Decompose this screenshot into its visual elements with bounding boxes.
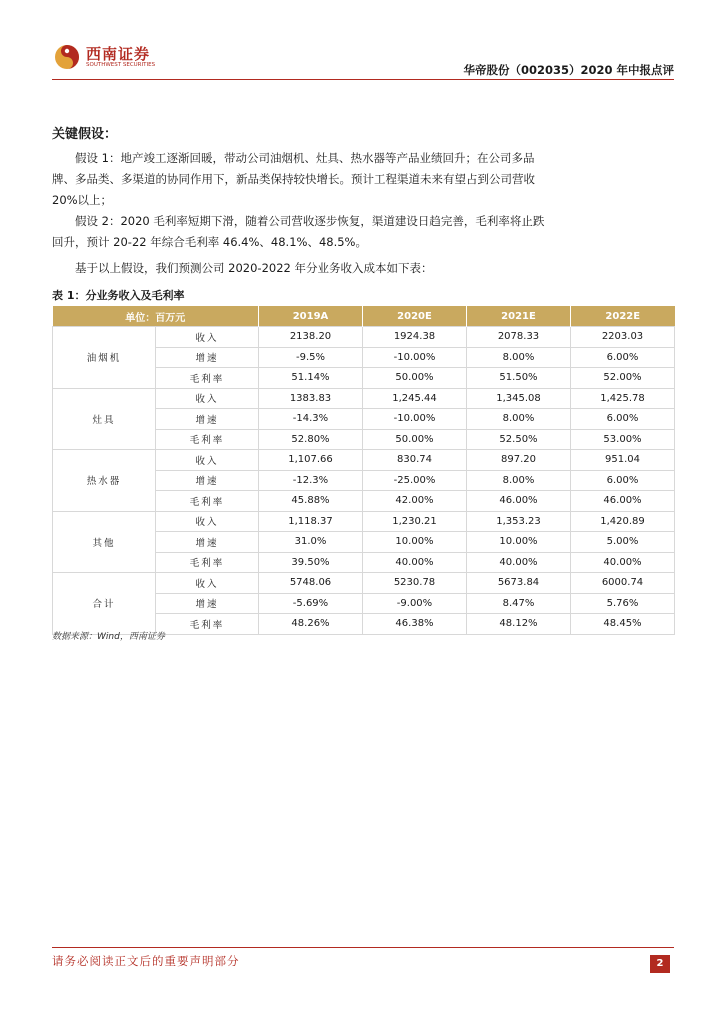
table-cell: 1,420.89: [571, 511, 675, 532]
table-cell: 46.38%: [363, 614, 467, 635]
table-cell: 31.0%: [259, 532, 363, 553]
table-cell: 8.00%: [467, 470, 571, 491]
table-cell: 830.74: [363, 450, 467, 471]
table-cell: 5673.84: [467, 573, 571, 594]
table-cell: 2078.33: [467, 327, 571, 348]
table-cell: 46.00%: [467, 491, 571, 512]
table-cell: -25.00%: [363, 470, 467, 491]
metric-label: 增速: [156, 532, 259, 553]
table-cell: -9.00%: [363, 593, 467, 614]
table-cell: 39.50%: [259, 552, 363, 573]
table-cell: 46.00%: [571, 491, 675, 512]
metric-label: 毛利率: [156, 552, 259, 573]
logo-text-cn: 西南证券: [86, 45, 151, 63]
year-header: 2019A: [259, 306, 363, 327]
table-cell: 53.00%: [571, 429, 675, 450]
segment-name: 灶具: [53, 388, 156, 450]
table-cell: -10.00%: [363, 409, 467, 430]
table-cell: 8.00%: [467, 409, 571, 430]
page-number: 2: [650, 955, 670, 973]
table-cell: 10.00%: [363, 532, 467, 553]
table-cell: 6000.74: [571, 573, 675, 594]
table-cell: -5.69%: [259, 593, 363, 614]
year-header: 2022E: [571, 306, 675, 327]
table-cell: 2203.03: [571, 327, 675, 348]
table-title: 表 1：分业务收入及毛利率: [52, 289, 185, 302]
table-cell: 8.47%: [467, 593, 571, 614]
table-cell: 1,353.23: [467, 511, 571, 532]
paragraph-forecast-intro: 基于以上假设，我们预测公司 2020-2022 年分业务收入成本如下表：: [75, 261, 433, 275]
metric-label: 增速: [156, 470, 259, 491]
table-row: [53, 327, 675, 348]
footer-divider: [52, 947, 674, 948]
table-cell: 6.00%: [571, 409, 675, 430]
table-cell: 2138.20: [259, 327, 363, 348]
metric-label: 毛利率: [156, 368, 259, 389]
table-cell: 52.50%: [467, 429, 571, 450]
table-cell: 50.00%: [363, 368, 467, 389]
table-cell: 951.04: [571, 450, 675, 471]
segment-name: 合计: [53, 573, 156, 635]
table-row: [53, 388, 675, 409]
logo-text-en: SOUTHWEST SECURITIES: [86, 62, 156, 68]
paragraph-assumption-2: 假设 2：2020 毛利率短期下滑，随着公司营收逐步恢复，渠道建设日趋完善，毛利率将止跌回升，预计 20-22 年综合毛利率 46.4%、48.1%、48.5%。: [52, 214, 545, 249]
table-cell: 1924.38: [363, 327, 467, 348]
table-row: [53, 511, 675, 532]
table-cell: -14.3%: [259, 409, 363, 430]
table-row: [53, 450, 675, 471]
metric-label: 收入: [156, 388, 259, 409]
table-cell: 1,107.66: [259, 450, 363, 471]
metric-label: 毛利率: [156, 429, 259, 450]
table-cell: 48.26%: [259, 614, 363, 635]
company-logo: [52, 40, 162, 74]
logo-mark-icon: [54, 44, 80, 70]
unit-header: 单位：百万元: [53, 306, 259, 327]
table-cell: 6.00%: [571, 470, 675, 491]
table-header-row: [53, 306, 675, 327]
table-cell: 52.80%: [259, 429, 363, 450]
table-cell: 1,118.37: [259, 511, 363, 532]
segment-name: 热水器: [53, 450, 156, 512]
page-header: [52, 40, 674, 80]
table-cell: 5230.78: [363, 573, 467, 594]
metric-label: 收入: [156, 450, 259, 471]
header-divider: [52, 79, 674, 80]
year-header: 2020E: [363, 306, 467, 327]
table-cell: 1,425.78: [571, 388, 675, 409]
metric-label: 收入: [156, 327, 259, 348]
table-cell: 5748.06: [259, 573, 363, 594]
table-cell: 1,345.08: [467, 388, 571, 409]
table-cell: -10.00%: [363, 347, 467, 368]
year-header: 2021E: [467, 306, 571, 327]
table-cell: -9.5%: [259, 347, 363, 368]
table-cell: 5.76%: [571, 593, 675, 614]
section-heading: 关键假设：: [52, 127, 118, 142]
table-cell: 51.14%: [259, 368, 363, 389]
table-cell: 52.00%: [571, 368, 675, 389]
table-cell: -12.3%: [259, 470, 363, 491]
table-cell: 1,230.21: [363, 511, 467, 532]
metric-label: 收入: [156, 573, 259, 594]
table-cell: 40.00%: [467, 552, 571, 573]
disclaimer-note: 请务必阅读正文后的重要声明部分: [52, 954, 240, 968]
table-cell: 42.00%: [363, 491, 467, 512]
metric-label: 毛利率: [156, 491, 259, 512]
table-cell: 897.20: [467, 450, 571, 471]
table-cell: 1383.83: [259, 388, 363, 409]
metric-label: 收入: [156, 511, 259, 532]
table-cell: 50.00%: [363, 429, 467, 450]
document-title: 华帝股份（002035）2020 年中报点评: [463, 63, 674, 77]
table-cell: 45.88%: [259, 491, 363, 512]
segment-name: 其他: [53, 511, 156, 573]
table-source-note: 数据来源：Wind，西南证券: [52, 632, 165, 642]
segment-name: 油烟机: [53, 327, 156, 389]
revenue-margin-table: [52, 306, 675, 635]
table-cell: 51.50%: [467, 368, 571, 389]
table-cell: 8.00%: [467, 347, 571, 368]
table-cell: 6.00%: [571, 347, 675, 368]
table-cell: 10.00%: [467, 532, 571, 553]
table-cell: 48.12%: [467, 614, 571, 635]
paragraph-assumption-1: 假设 1：地产竣工逐渐回暖，带动公司油烟机、灶具、热水器等产品业绩回升；在公司多品牌、多品类、多渠道的协同作用下，新品类保持较快增长。预计工程渠道未来有望占到公司营收 20%以上；: [52, 151, 535, 207]
metric-label: 增速: [156, 593, 259, 614]
table-cell: 5.00%: [571, 532, 675, 553]
metric-label: 增速: [156, 347, 259, 368]
table-cell: 48.45%: [571, 614, 675, 635]
metric-label: 毛利率: [156, 614, 259, 635]
metric-label: 增速: [156, 409, 259, 430]
table-row: [53, 573, 675, 594]
table-cell: 40.00%: [363, 552, 467, 573]
table-cell: 1,245.44: [363, 388, 467, 409]
table-cell: 40.00%: [571, 552, 675, 573]
